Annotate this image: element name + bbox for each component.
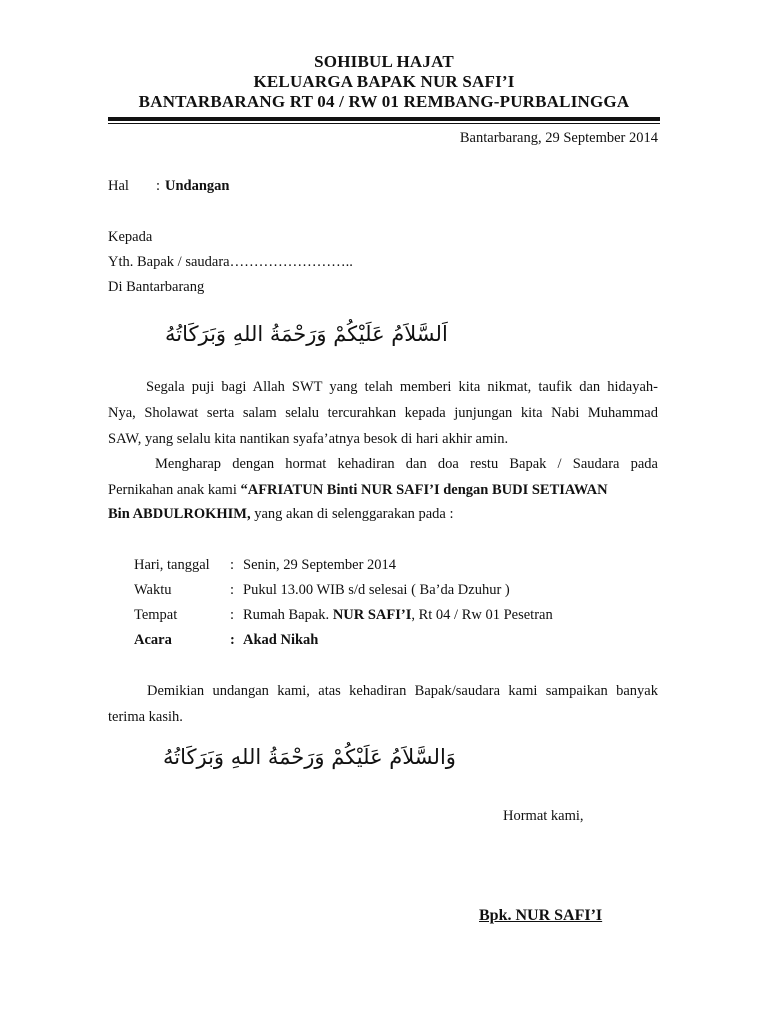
detail-label-date: Hari, tanggal: [134, 557, 210, 573]
header-line-2: KELUARGA BAPAK NUR SAFI’I: [253, 72, 515, 91]
signature-name: Bpk. NUR SAFI’I: [479, 907, 603, 924]
header-line-1: SOHIBUL HAJAT: [314, 52, 454, 71]
para1-line-3: SAW, yang selalu kita nantikan syafa’atnya besok di hari akhir amin.: [108, 431, 509, 447]
header-divider-thin: [108, 123, 660, 124]
date-line: Bantarbarang, 29 September 2014: [459, 130, 658, 146]
subject-value: Undangan: [165, 178, 230, 194]
recipient-line-3: Di Bantarbarang: [108, 279, 205, 295]
detail-value-date: Senin, 29 September 2014: [243, 557, 397, 573]
arabic-greeting: اَلسَّلاَمُ عَلَيْكُمْ وَرَحْمَةُ اللهِ وَبَرَكَاتُهُ: [165, 322, 448, 346]
recipient-line-1: Kepada: [108, 229, 153, 245]
detail-value-place: [243, 607, 553, 624]
para2-line-1: Mengharap dengan hormat kehadiran dan doa restu Bapak / Saudara pada: [155, 456, 658, 472]
para2-line-3-text: yang akan di selenggarakan pada :: [250, 506, 454, 522]
para1-line-2: Nya, Sholawat serta salam selalu tercurahkan kepada junjungan kita Nabi Muhammad: [108, 405, 658, 421]
para2-line-2: [108, 482, 608, 499]
closing-line-1: Demikian undangan kami, atas kehadiran Bapak/saudara kami sampaikan banyak: [147, 683, 658, 699]
para1-line-1: Segala puji bagi Allah SWT yang telah memberi kita nikmat, taufik dan hidayah-: [146, 379, 658, 395]
detail-label-event: Acara: [134, 632, 172, 648]
para2-line-3: [108, 506, 454, 523]
place-owner-name: NUR SAFI’I: [332, 607, 412, 623]
place-suffix: , Rt 04 / Rw 01 Pesetran: [411, 607, 553, 623]
detail-colon-place: :: [230, 607, 235, 623]
detail-colon-time: :: [230, 582, 235, 598]
closing-line-2: terima kasih.: [108, 709, 183, 725]
detail-value-time: Pukul 13.00 WIB s/d selesai ( Ba’da Dzuhur ): [243, 582, 510, 598]
couple-names: “AFRIATUN Binti NUR SAFI’I dengan BUDI SETIAWAN: [240, 482, 608, 498]
header-line-3: BANTARBARANG RT 04 / RW 01 REMBANG-PURBALINGGA: [138, 92, 630, 111]
signature-regards: Hormat kami,: [503, 808, 584, 824]
detail-label-time: Waktu: [134, 582, 172, 598]
subject-colon: :: [156, 178, 161, 194]
subject-label: Hal: [108, 178, 129, 194]
recipient-line-2: Yth. Bapak / saudara……………………..: [108, 254, 353, 270]
arabic-closing: وَالسَّلاَمُ عَلَيْكُمْ وَرَحْمَةُ اللهِ وَبَرَكَاتُهُ: [163, 745, 456, 769]
detail-colon-date: :: [230, 557, 235, 573]
header-divider-thick: [108, 117, 660, 121]
para2-line-2-text: Pernikahan anak kami: [108, 482, 241, 498]
detail-label-place: Tempat: [134, 607, 178, 623]
groom-father-name: Bin ABDULROKHIM,: [108, 506, 251, 522]
detail-colon-event: :: [230, 632, 235, 648]
detail-value-event: Akad Nikah: [243, 632, 319, 648]
place-prefix: Rumah Bapak.: [243, 607, 333, 623]
